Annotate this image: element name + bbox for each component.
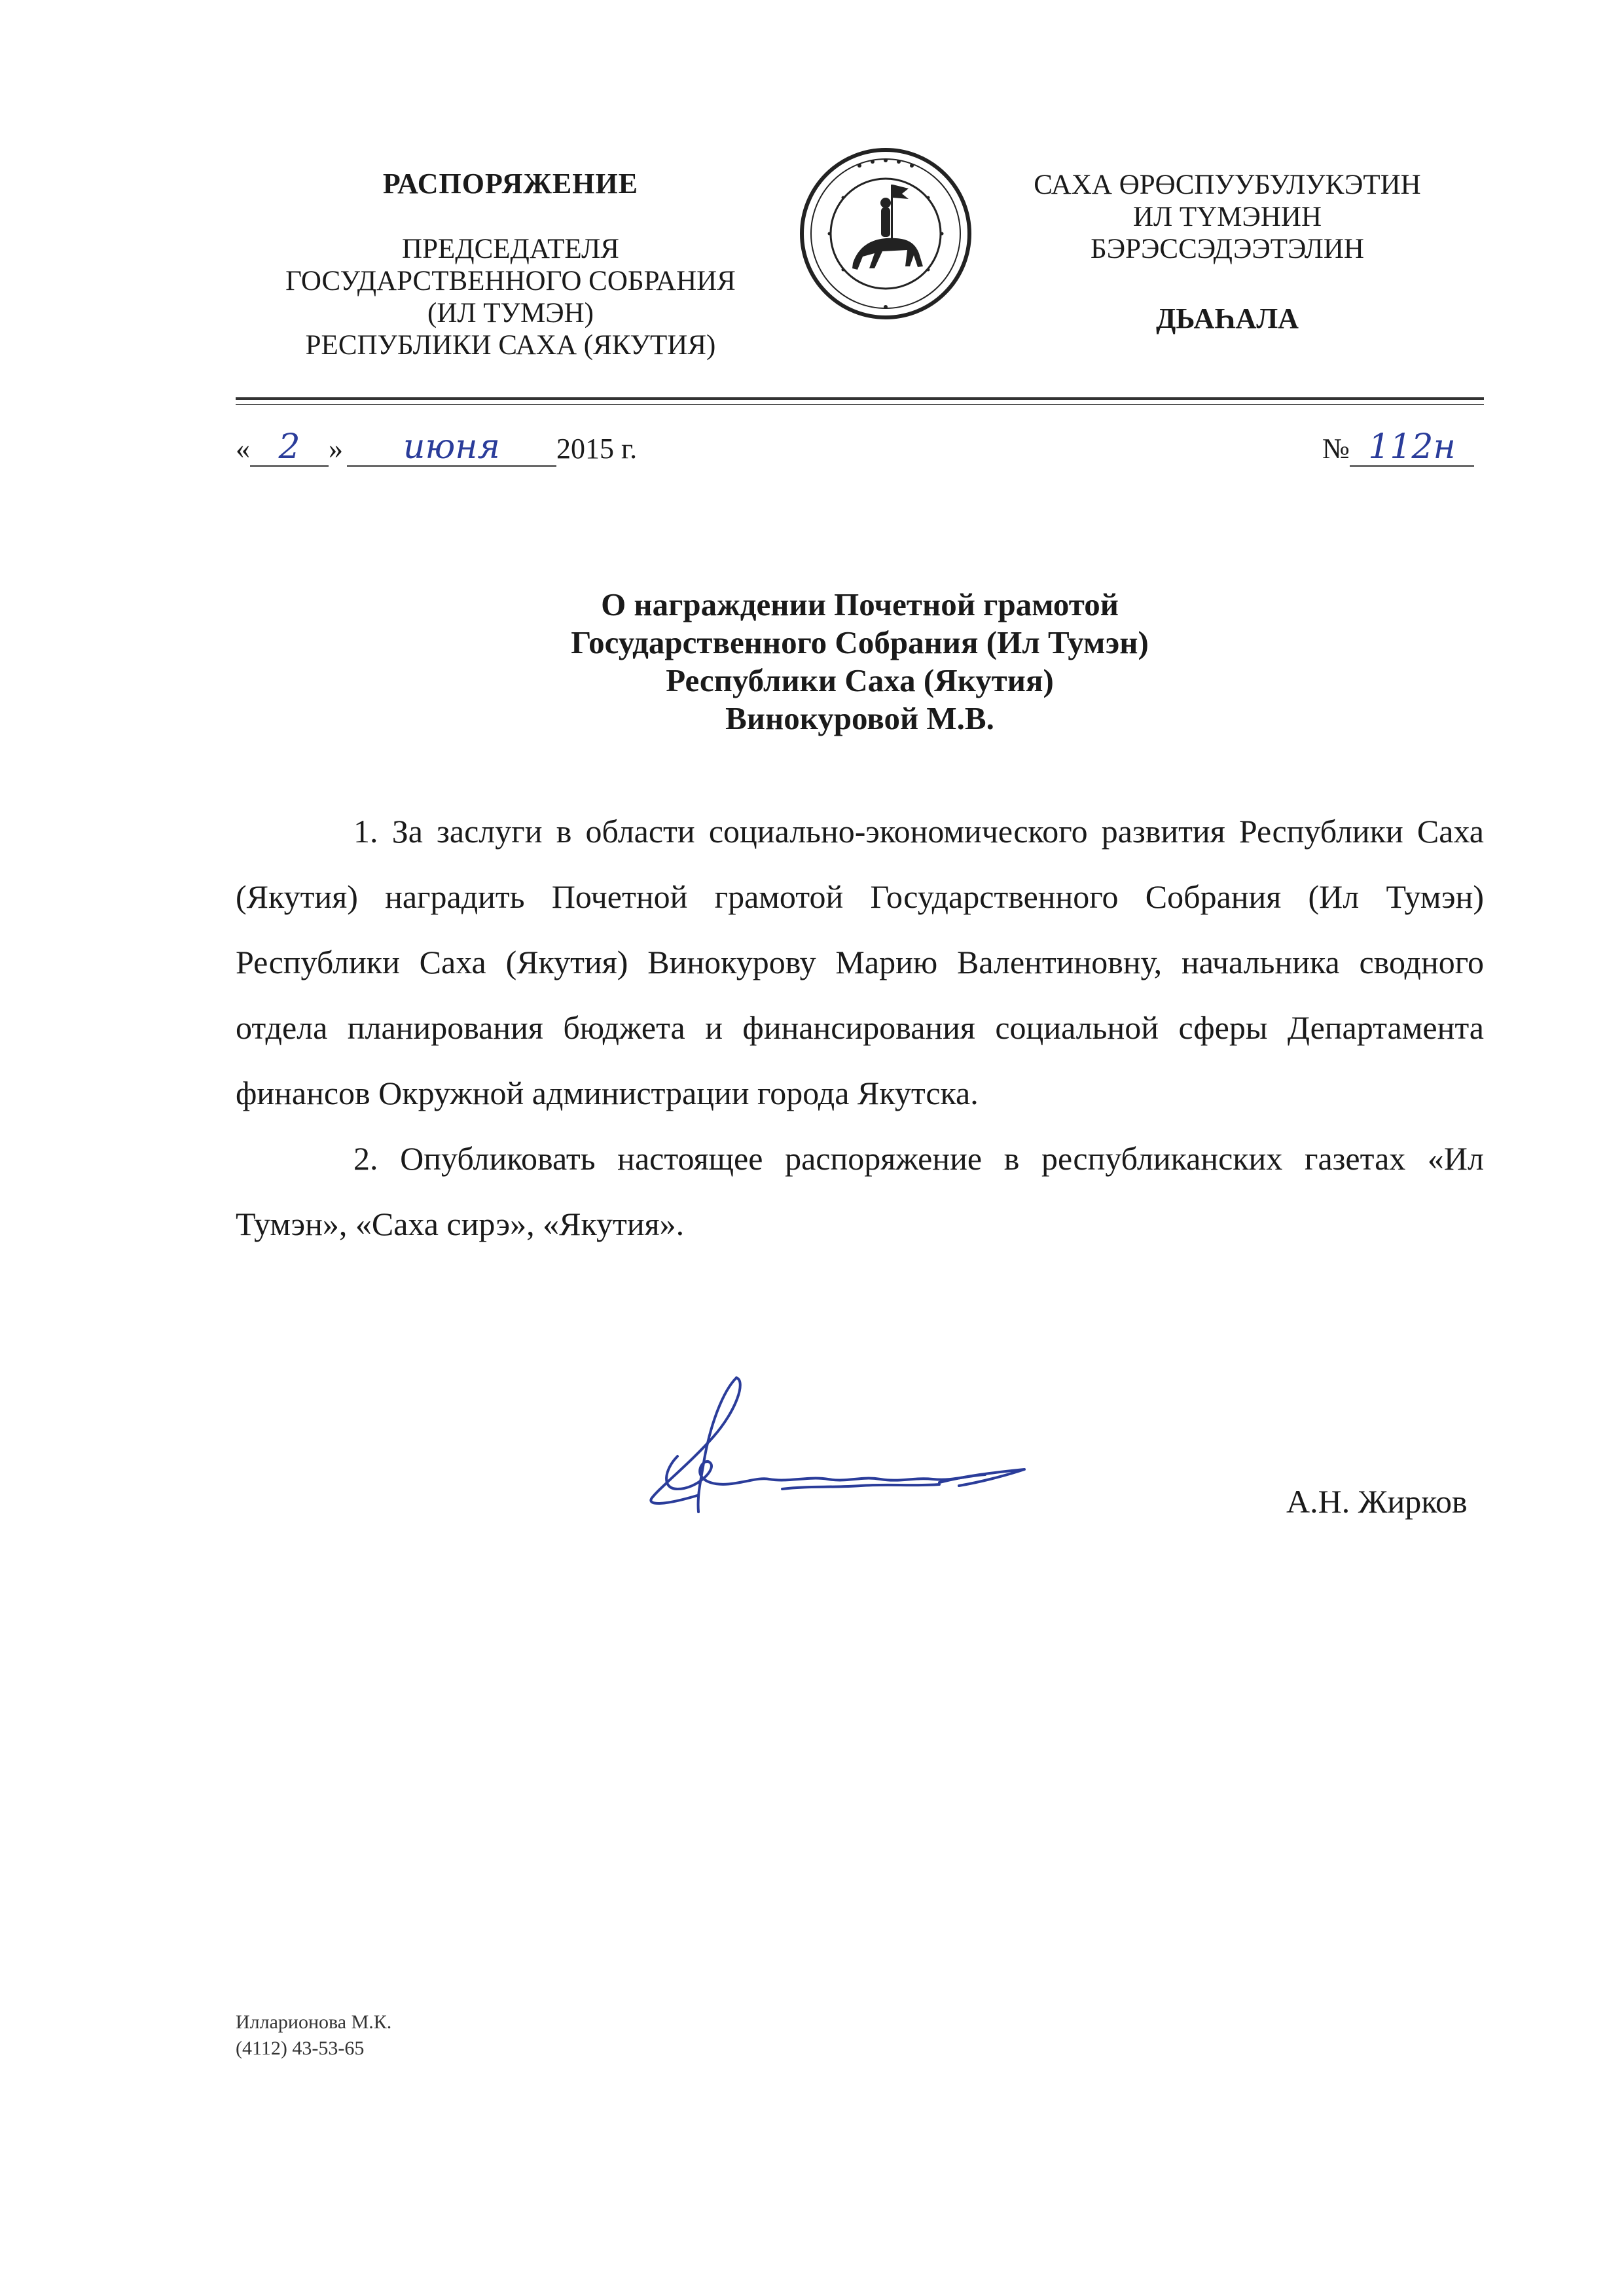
date-open-quote: « [236,433,250,465]
issuer-block-ru [236,167,785,361]
executor-info [236,2009,391,2062]
title-line: Республики Саха (Якутия) [666,662,1054,698]
yakutia-coat-of-arms-icon [797,145,974,322]
paragraph-2: 2. Опубликовать настоящее распоряжение в республиканских газетах «Ил Тумэн», «Саха сирэ», «Якутия». [236,1140,1484,1242]
date-month: июня [403,427,500,467]
number-value: 112н [1368,427,1456,467]
document-type-ru: РАСПОРЯЖЕНИЕ [382,168,639,200]
date-day-field [250,427,329,467]
date-month-field [347,427,556,467]
title-line: Винокуровой М.В. [725,700,994,736]
date-day: 2 [278,427,300,467]
issuer-line: САХА ӨРӨСПУУБУЛУКЭТИН [1034,170,1421,200]
document-body [236,798,1484,1257]
paragraph-1: 1. За заслуги в области социально-экономического развития Республики Саха (Якутия) наградить Почетной грамотой Государственного Собрания (Ил Тумэн) Республики Саха (Якутия) Винокурову Марию Валентиновну, начальника сводного отдела планирования бюджета и финансирования социальной сферы Департамента финансов Окружной администрации города Якутска. [236,813,1484,1111]
title-line: Государственного Собрания (Ил Тумэн) [571,624,1149,660]
issuer-line: (ИЛ ТУМЭН) [427,298,594,329]
issuer-name-ru [236,233,785,361]
signer-name: А.Н. Жирков [1286,1483,1468,1520]
date-close-quote: » [329,433,343,465]
issuer-line: БЭРЭССЭДЭЭТЭЛИН [1091,234,1364,264]
number-prefix: № [1322,433,1350,465]
document-number [1322,427,1474,467]
document-type-sakha: ДЬАҺАЛА [1156,302,1299,334]
date-year: 2015 г. [556,433,638,465]
issuer-line: ИЛ ТҮМЭНИН [1132,202,1322,232]
handwritten-signature [638,1365,1044,1528]
document-date [236,427,638,467]
issuer-line: ГОСУДАРСТВЕННОГО СОБРАНИЯ [285,266,736,296]
number-field [1350,427,1474,467]
executor-name: Илларионова М.К. [236,2011,392,2033]
issuer-line: РЕСПУБЛИКИ САХА (ЯКУТИЯ) [305,330,716,361]
issuer-line: ПРЕДСЕДАТЕЛЯ [402,234,619,264]
issuer-block-sakha [985,169,1470,334]
executor-phone: (4112) 43-53-65 [236,2037,365,2059]
header-divider-thin [236,404,1484,405]
title-line: О награждении Почетной грамотой [601,586,1119,622]
header-divider [236,397,1484,400]
document-title [236,586,1484,738]
